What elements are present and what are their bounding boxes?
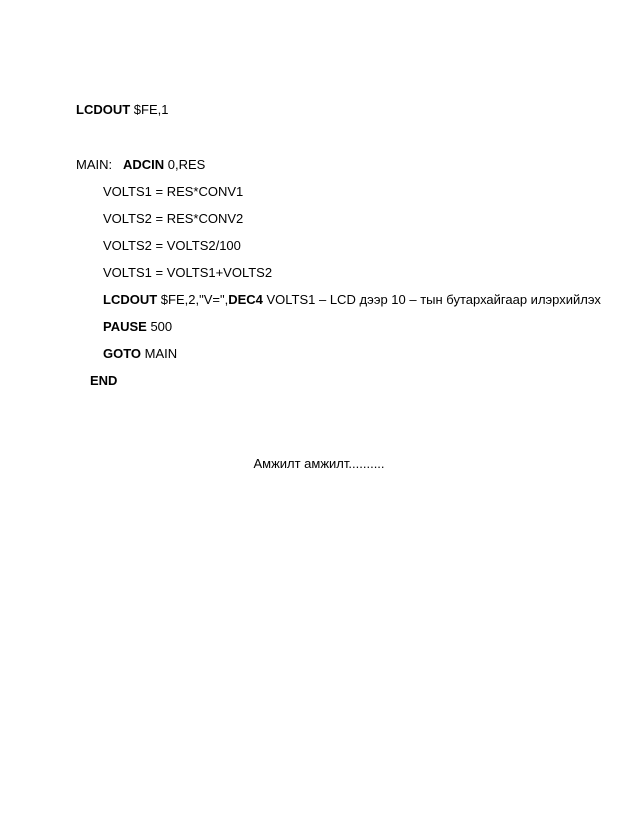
code-args: 0,RES bbox=[164, 157, 206, 172]
code-line-main-label bbox=[76, 157, 205, 173]
code-line-goto bbox=[103, 346, 177, 362]
keyword-adcin: ADCIN bbox=[122, 157, 165, 172]
code-args: MAIN bbox=[141, 346, 178, 361]
closing-message: Амжилт амжилт.......... bbox=[253, 456, 385, 471]
code-line-lcdout-init bbox=[76, 102, 168, 118]
keyword-dec4: DEC4 bbox=[228, 292, 263, 307]
keyword-goto: GOTO bbox=[103, 346, 142, 361]
keyword-pause: PAUSE bbox=[103, 319, 147, 334]
code-args: $FE,1 bbox=[130, 102, 169, 117]
code-line-volts1-sum: VOLTS1 = VOLTS1+VOLTS2 bbox=[103, 265, 273, 280]
code-line-pause bbox=[103, 319, 172, 335]
keyword-lcdout: LCDOUT bbox=[76, 102, 131, 117]
code-args: 500 bbox=[146, 319, 173, 334]
code-line-volts2-assign: VOLTS2 = RES*CONV2 bbox=[103, 211, 244, 226]
code-line-lcdout-display bbox=[103, 292, 601, 308]
keyword-lcdout: LCDOUT bbox=[103, 292, 158, 307]
code-args: $FE,2,"V=", bbox=[157, 292, 229, 307]
code-line-volts1-assign: VOLTS1 = RES*CONV1 bbox=[103, 184, 244, 199]
code-line-end bbox=[90, 373, 117, 389]
code-comment: VOLTS1 – LCD дээр 10 – тын бутархайгаар илэрхийлэх bbox=[262, 292, 601, 307]
label-main: MAIN: bbox=[76, 157, 123, 172]
keyword-end: END bbox=[90, 373, 118, 388]
code-line-volts2-divide: VOLTS2 = VOLTS2/100 bbox=[103, 238, 241, 253]
